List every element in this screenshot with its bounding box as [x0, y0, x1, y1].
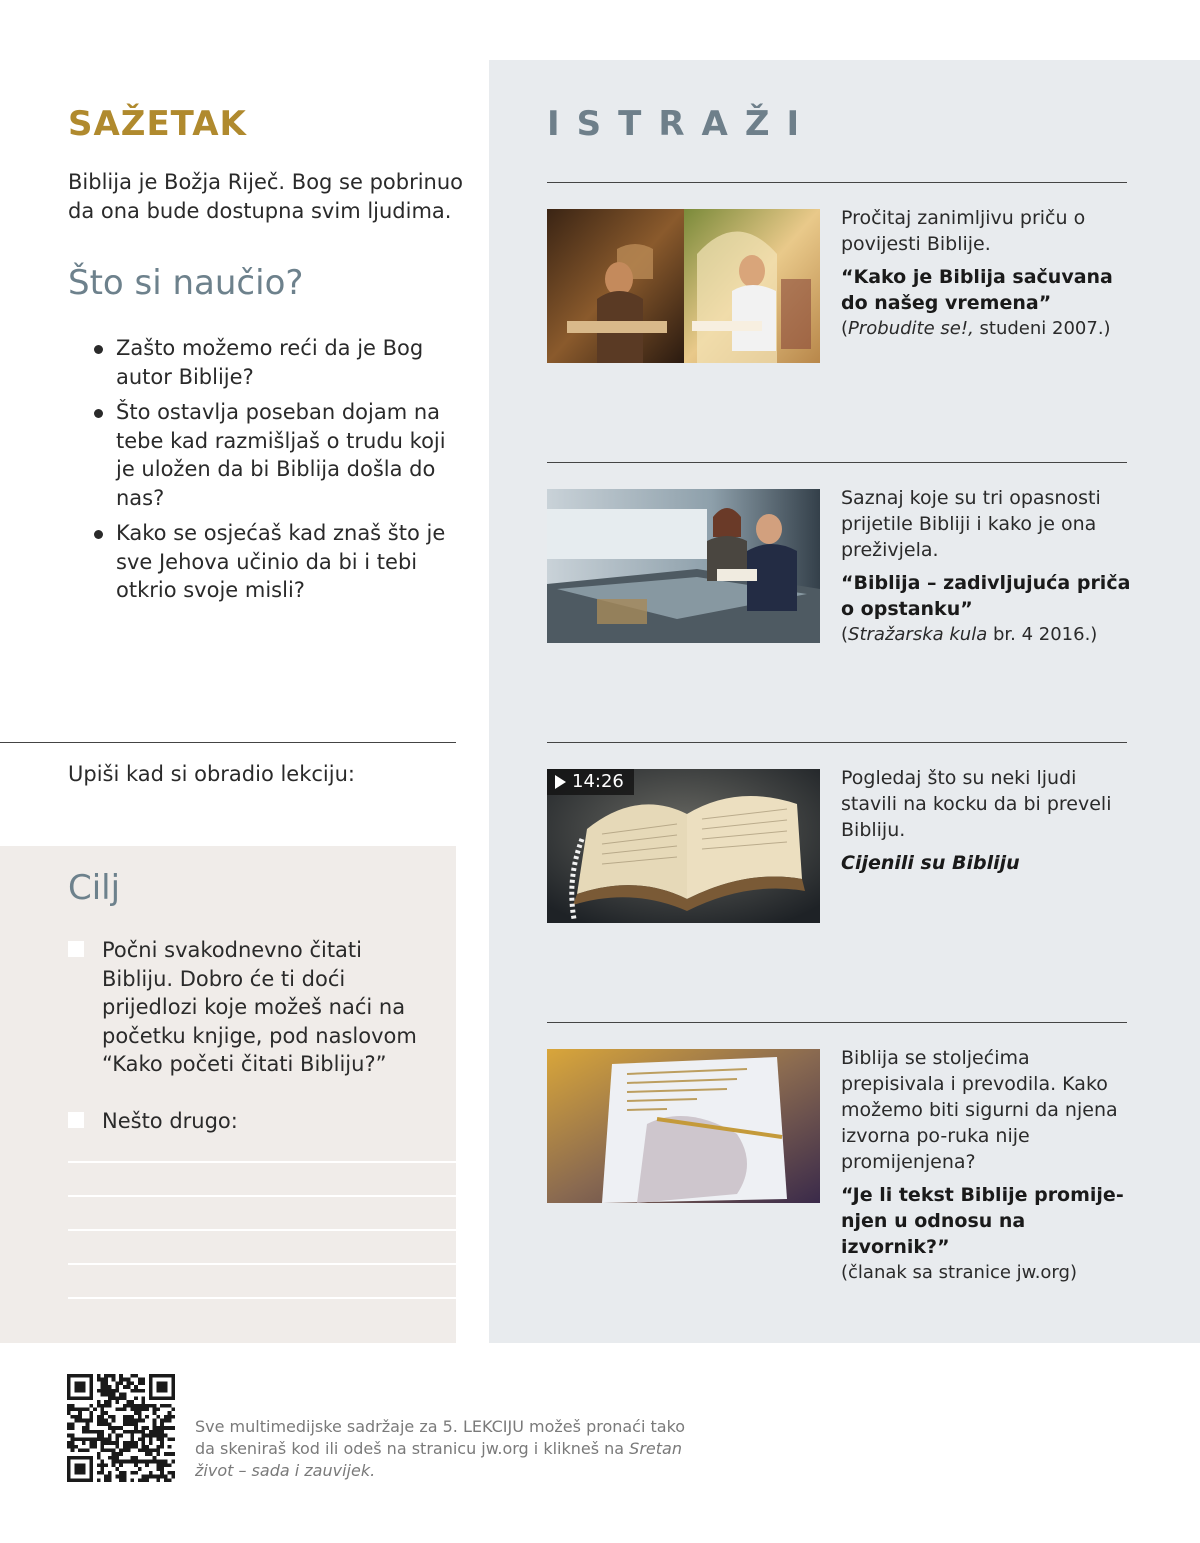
couple-at-museum-display-photo[interactable] [547, 489, 820, 643]
review-question: Što ostavlja poseban dojam na tebe kad razmišljaš o trudu koji je uložen da bi Biblija došla do nas? [92, 398, 462, 512]
open-old-bible-photo[interactable] [547, 769, 820, 923]
write-in-line[interactable] [68, 1195, 456, 1197]
explore-item-text [841, 765, 1131, 876]
summary-text: Biblija je Božja Riječ. Bog se pobrinuo da ona bude dostupna svim ljudima. [68, 170, 464, 223]
goal-checkbox[interactable] [68, 941, 84, 957]
explore-item-source: (Probudite se!, studeni 2007.) [841, 318, 1111, 339]
goal-item-other [68, 1107, 438, 1136]
learned-title: Što si naučio? [68, 263, 304, 303]
explore-item-link[interactable]: “Je li tekst Biblije promije-njen u odnosu na izvornik?” [841, 1184, 1124, 1258]
summary-title: SAŽETAK [68, 104, 247, 144]
goal-title: Cilj [68, 868, 121, 908]
qr-code[interactable] [67, 1374, 175, 1482]
explore-item-description: Pogledaj što su neki ljudi stavili na kocku da bi preveli Bibliju. [841, 767, 1112, 841]
video-duration: 14:26 [572, 771, 624, 792]
divider [0, 742, 456, 743]
write-in-line[interactable] [68, 1161, 456, 1163]
divider [547, 742, 1127, 743]
explore-item-description: Pročitaj zanimljivu priču o povijesti Biblije. [841, 207, 1086, 255]
goal-item-label: Počni svakodnevno čitati Bibliju. Dobro će ti doći prijedlozi koje možeš naći na početku knjige, pod naslovom “Kako početi čitati Bibliju?” [102, 938, 417, 1076]
review-questions-list [92, 334, 462, 612]
video-duration-badge[interactable] [547, 769, 634, 795]
review-question: Kako se osjećaš kad znaš što je sve Jehova učinio da bi i tebi otkrio svoje misli? [92, 519, 462, 605]
goal-item-label: Nešto drugo: [102, 1109, 238, 1133]
explore-item-source: (članak sa stranice jw.org) [841, 1262, 1077, 1283]
explore-item-description: Saznaj koje su tri opasnosti prijetile Bibliji i kako je ona preživjela. [841, 487, 1101, 561]
goal-item-read-daily [68, 936, 438, 1079]
footer-text: Sve multimedijske sadržaje za 5. LEKCIJU možeš pronaći tako da skeniraš kod ili odeš na stranicu jw.org i klikneš na Sretan život – sada i zauvijek. [195, 1417, 686, 1480]
explore-item-link[interactable]: Cijenili su Bibliju [841, 852, 1020, 874]
footer-publication-title[interactable]: Sretan život – sada i zauvijek. [195, 1439, 682, 1480]
write-in-line[interactable] [68, 1297, 456, 1299]
explore-item-link[interactable]: “Kako je Biblija sačuvana do našeg vremena” [841, 266, 1113, 314]
play-icon [555, 775, 566, 789]
explore-item-description: Biblija se stoljećima prepisivala i prevodila. Kako možemo biti sigurni da njena izvorna po-ruka nije promijenjena? [841, 1047, 1118, 1173]
explore-title: ISTRAŽI [547, 104, 817, 144]
divider [547, 182, 1127, 183]
write-in-line[interactable] [68, 1229, 456, 1231]
hand-writing-manuscript-photo[interactable] [547, 1049, 820, 1203]
explore-item-text [841, 205, 1131, 342]
write-in-line[interactable] [68, 1263, 456, 1265]
completion-date-label: Upiši kad si obradio lekciju: [68, 762, 355, 786]
divider [547, 1022, 1127, 1023]
scribe-and-reader-illustration[interactable] [547, 209, 820, 363]
explore-item-link[interactable]: “Biblija – zadivljujuća priča o opstanku” [841, 572, 1131, 620]
goal-panel [0, 846, 456, 1343]
explore-item-text [841, 1045, 1131, 1286]
divider [547, 462, 1127, 463]
review-question: Zašto možemo reći da je Bog autor Biblije? [92, 334, 462, 391]
explore-item-text [841, 485, 1131, 648]
explore-item-source: (Stražarska kula br. 4 2016.) [841, 624, 1098, 645]
goal-checkbox[interactable] [68, 1112, 84, 1128]
